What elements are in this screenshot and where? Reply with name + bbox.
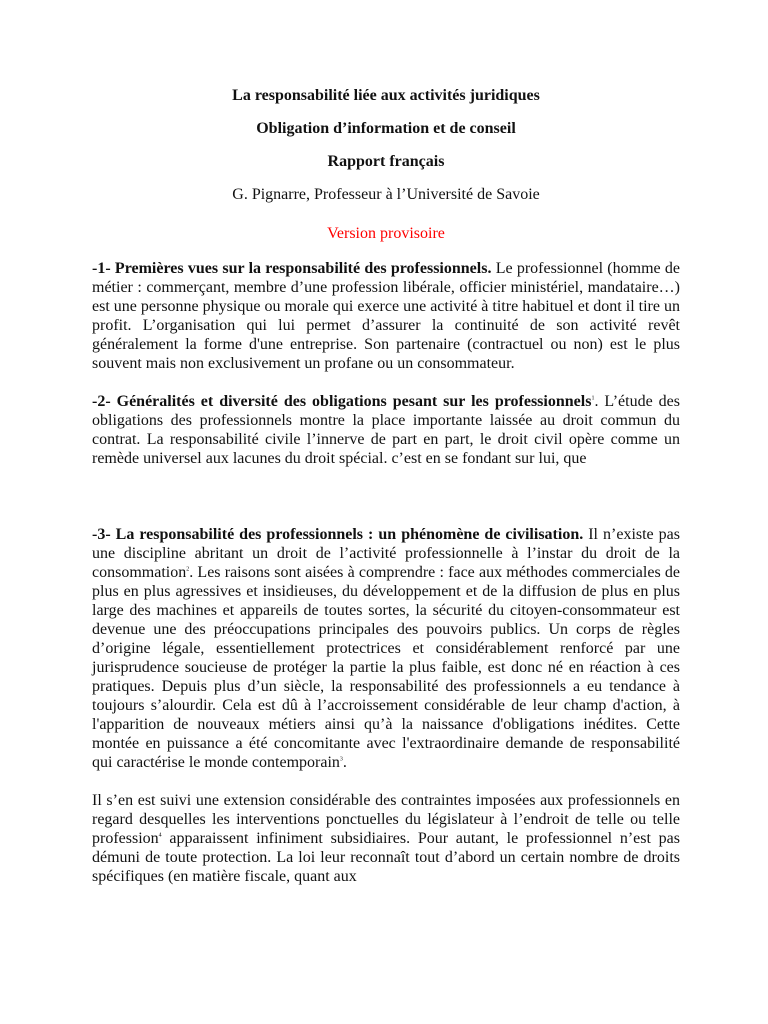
paragraph-3-text-c: .: [342, 754, 347, 771]
paragraph-2: [92, 392, 680, 468]
paragraph-3-text-b: . Les raisons sont aisées à comprendre : face aux méthodes commerciales de plus en plus agressives et insidieuses, du développement et de la diffusion de plus en plus large des machines et appareils de toutes sortes, la sécurité du citoyen-consommateur est devenue une des préoccupations principales des pouvoirs publics. Un corps de règles d’origine légale, essentiellement protectrices et considérablement renforcé par une jurisprudence soucieuse de protéger la partie la plus faible, est donc né en réaction à ces pratiques. Depuis plus d’un siècle, la responsabilité des professionnels a eu tendance à toujours s’alourdir. Cela est dû à l’accroissement considérable de leur champ d'action, à l'apparition de nouveaux métiers ainsi qu’à la naissance d'obligations inédites. Cette montée en puissance a été concomitante avec l'extraordinaire demande de responsabilité qui caractérise le monde contemporain: [92, 564, 680, 771]
paragraph-2-text: . L’étude des obligations des professionnels montre la place importante laissée au droit commun du contrat. La responsabilité civile l’innerve de part en part, le droit civil opère comme un remède universel aux lacunes du droit spécial. c’est en se fondant sur lui, que: [92, 393, 681, 467]
document-subtitle: Obligation d’information et de conseil: [256, 120, 516, 137]
paragraph-1-text: Le professionnel (homme de métier : commerçant, membre d’une profession libérale, officier ministériel, mandataire…) est une personne physique ou morale qui exerce une activité à titre habituel et dont il tire un profit. L’organisation qui lui permet d’assurer la continuité de son activité revêt généralement la forme d'une entreprise. Son partenaire (contractuel ou non) est le plus souvent mais non exclusivement un profane ou un consommateur.: [92, 260, 680, 372]
paragraph-4-text-a: Il s’en est suivi une extension considérable des contraintes imposées aux professionnels en regard desquelles les interventions ponctuelles du législateur à l’endroit de telle ou telle profession: [92, 792, 680, 847]
paragraph-4-text-b: apparaissent infiniment subsidiaires. Pour autant, le professionnel n’est pas démuni de toute protection. La loi leur reconnaît tout d’abord un certain nombre de droits spécifiques (en matière fiscale, quant aux: [92, 830, 680, 885]
footnote-ref-2[interactable]: 2: [186, 566, 190, 573]
paragraph-4: [92, 791, 680, 886]
footnote-ref-1[interactable]: 1: [591, 395, 595, 402]
document-title: La responsabilité liée aux activités juridiques: [232, 87, 540, 104]
paragraph-3-heading: -3- La responsabilité des professionnels : un phénomène de civilisation.: [92, 526, 584, 543]
paragraph-1: [92, 259, 680, 373]
blank-gap: [92, 487, 680, 525]
author-line: G. Pignarre, Professeur à l’Université de Savoie: [232, 186, 540, 203]
footnote-ref-4[interactable]: 4: [158, 832, 162, 839]
paragraph-3-text-a: Il n’existe pas une discipline abritant un droit de l’activité professionnelle à l’instar du droit de la consommation: [92, 526, 681, 581]
paragraph-1-heading: -1- Premières vues sur la responsabilité des professionnels.: [92, 260, 492, 277]
paragraph-3: [92, 525, 680, 772]
footnote-ref-3[interactable]: 3: [339, 756, 343, 763]
version-label: Version provisoire: [327, 225, 445, 242]
report-label: Rapport français: [327, 153, 445, 170]
paragraph-2-heading: -2- Généralités et diversité des obligations pesant sur les professionnels: [92, 393, 592, 410]
